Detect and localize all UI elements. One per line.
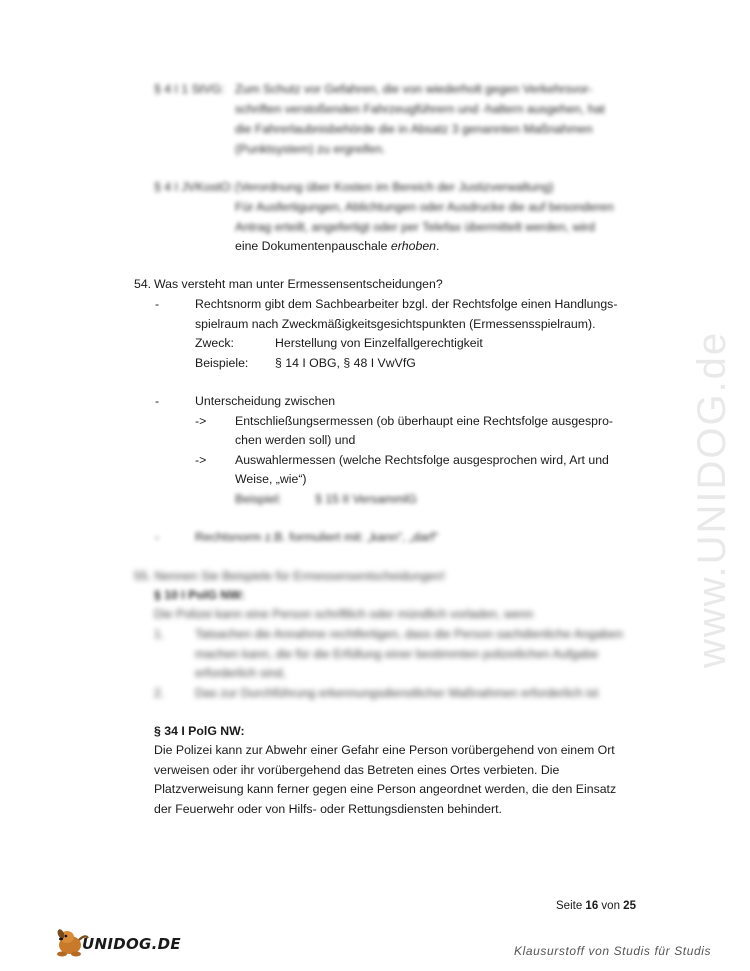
- q55-item-1-line-3: erforderlich sind,: [195, 666, 286, 680]
- current-page: 16: [585, 900, 599, 912]
- q55-para-line-2: verweisen oder ihr vorübergehend das Betreten eines Ortes verbieten. Die: [154, 763, 560, 777]
- q55-item-1-line-1: Tatsachen die Annahme rechtfertigen, dass die Person sachdienliche Angaben: [195, 627, 623, 641]
- q55-item-1-line-2: machen kann, die für die Erfüllung einer bestimmten polizeilichen Aufgabe: [195, 647, 599, 661]
- jvkost-last-plain: eine Dokumentenpauschale: [235, 239, 391, 253]
- q54-question: Was versteht man unter Ermessensentscheidungen?: [154, 277, 443, 291]
- q55-para-line-1: Die Polizei kann zur Abwehr einer Gefahr eine Person vorübergehend von einem Ort: [154, 743, 615, 757]
- q55-question: 55. Nennen Sie Beispiele für Ermessensentscheidungen!: [134, 569, 446, 583]
- beispiel-value: § 15 II VersammlG: [315, 492, 417, 506]
- beispiele-label: Beispiele:: [195, 356, 249, 370]
- page-number: [556, 900, 636, 912]
- jvkost-last-italic: erhoben: [390, 239, 437, 253]
- q55-para-line-3: Platzverweisung kann ferner gegen eine Person angeordnet werden, die den Einsatz: [154, 782, 617, 796]
- q54-bullet-1: -: [155, 297, 160, 311]
- q55-para-line-4: der Feuerwehr oder von Hilfs- oder Rettungsdiensten behindert.: [154, 802, 502, 816]
- q54-bullet-3: -: [155, 530, 160, 544]
- svg-text-line-3: die Fahrerlaubnisbehörde die in Absatz 3 genannten Maßnahmen: [235, 122, 593, 136]
- svg-text-line-2: schriften verstoßenden Fahrzeugführern und -haltern ausgehen, hat: [235, 102, 605, 116]
- q54-number: 54.: [134, 277, 152, 291]
- unterscheidung: Unterscheidung zwischen: [195, 394, 336, 408]
- beispiele-value: § 14 I OBG, § 48 I VwVfG: [275, 356, 416, 370]
- aus-line-2: Weise, „wie“): [235, 472, 307, 486]
- ent-line-2: chen werden soll) und: [235, 433, 356, 447]
- svg-text-line-1: Zum Schutz vor Gefahren, die von wiederholt gegen Verkehrsvor-: [235, 82, 593, 96]
- q55-intro-1: Die Polizei kann eine Person schriftlich oder mündlich vorladen, wenn: [154, 607, 534, 621]
- unidog-logo: [52, 925, 181, 961]
- arrow-1: ->: [195, 414, 207, 428]
- jvkost-text-line-2: Für Ausfertigungen, Ablichtungen oder Ausdrucke die auf besonderen: [235, 200, 614, 214]
- q54-answer-line-2: spielraum nach Zweckmäßigkeitsgesichtspunkten (Ermessensspielraum).: [195, 317, 596, 331]
- jvkost-label: § 4 I JVKostO:: [154, 180, 234, 194]
- zweck-value: Herstellung von Einzelfallgerechtigkeit: [275, 336, 483, 350]
- watermark-text: www.UNIDOG.de: [690, 330, 734, 668]
- jvkost-text-line-3: Antrag erteilt, angefertigt oder per Telefax übermittelt werden, wird: [235, 220, 595, 234]
- svg-text-line-4: (Punktsystem) zu ergreifen.: [235, 142, 386, 156]
- q55-item-1-num: 1.: [154, 627, 165, 641]
- aus-line-1: Auswahlermessen (welche Rechtsfolge ausgesprochen wird, Art und: [235, 453, 609, 467]
- footer-tagline: Klausurstoff von Studis für Studis: [514, 944, 712, 958]
- jvkost-text-line-4: [235, 239, 439, 253]
- arrow-2: ->: [195, 453, 207, 467]
- total-pages: 25: [623, 900, 636, 912]
- q55-item-2-num: 2.: [154, 686, 165, 700]
- q54-bullet-2: -: [155, 394, 160, 408]
- rechtsnorm: Rechtsnorm z.B. formuliert mit: „kann“, „darf“: [195, 530, 439, 544]
- ent-line-1: Entschließungsermessen (ob überhaupt eine Rechtsfolge ausgespro-: [235, 414, 614, 428]
- q55-heading-2: § 34 I PolG NW:: [154, 724, 245, 738]
- q54-answer-line-1: Rechtsnorm gibt dem Sachbearbeiter bzgl. der Rechtsfolge einen Handlungs-: [195, 297, 618, 311]
- logo-text: UNIDOG.DE: [82, 935, 181, 953]
- zweck-label: Zweck:: [195, 336, 234, 350]
- q55-heading-1: § 10 I PolG NW:: [154, 588, 245, 602]
- watermark: [650, 268, 734, 668]
- jvkost-text-line-1: (Verordnung über Kosten im Bereich der Justizverwaltung): [235, 180, 554, 194]
- q55-item-2-line-1: Das zur Durchführung erkennungsdienstlicher Maßnahmen erforderlich ist: [195, 686, 599, 700]
- beispiel-label: Beispiel:: [235, 492, 282, 506]
- jvkost-last-end: .: [436, 239, 440, 253]
- svg-label: § 4 I 1 StVG:: [154, 82, 225, 96]
- von-label: von: [601, 900, 620, 912]
- seite-label: Seite: [556, 900, 583, 912]
